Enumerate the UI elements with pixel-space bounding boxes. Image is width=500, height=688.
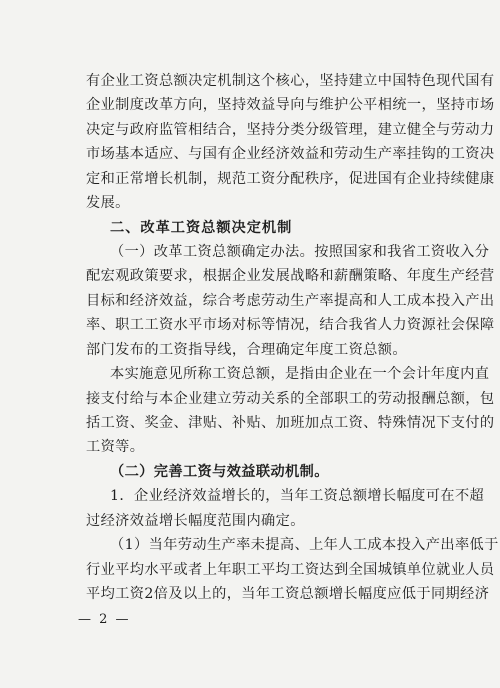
paragraph-line: 1．企业经济效益增长的，当年工资总额增长幅度可在不超 [110,488,485,504]
page-number: — 2 — [78,612,131,627]
paragraph-line: 发展。 [86,195,130,211]
subsection-heading: （二）完善工资与效益联动机制。 [110,464,329,480]
section-heading: 二、改革工资总额决定机制 [110,220,293,236]
paragraph-line: 配宏观政策要求，根据企业发展战略和薪酬策略、年度生产经营 [86,268,495,284]
paragraph-line: 接支付给与本企业建立劳动关系的全部职工的劳动报酬总额，包 [86,391,495,407]
paragraph-line: 目标和经济效益，综合考虑劳动生产率提高和人工成本投入产出 [86,293,495,309]
paragraph-line: 企业制度改革方向，坚持效益导向与维护公平相统一，坚持市场 [86,97,495,113]
paragraph-line: 过经济效益增长幅度范围内确定。 [86,513,305,529]
paragraph-line: 平均工资2倍及以上的，当年工资总额增长幅度应低于同期经济 [86,586,490,602]
paragraph-line: 括工资、奖金、津贴、补贴、加班加点工资、特殊情况下支付的 [86,415,495,431]
paragraph-line: 决定与政府监管相结合，坚持分类分级管理，建立健全与劳动力 [86,122,495,138]
paragraph-line: （1）当年劳动生产率未提高、上年人工成本投入产出率低于 [110,537,499,553]
paragraph-line: 有企业工资总额决定机制这个核心，坚持建立中国特色现代国有 [86,73,495,89]
paragraph-line: 工资等。 [86,439,145,455]
paragraph-line: 部门发布的工资指导线，合理确定年度工资总额。 [86,342,407,358]
paragraph-line: 市场基本适应、与国有企业经济效益和劳动生产率挂钩的工资决 [86,146,495,162]
subsection-line: （一）改革工资总额确定办法。按照国家和我省工资收入分 [110,244,490,260]
paragraph-line: 定和正常增长机制，规范工资分配秩序，促进国有企业持续健康 [86,171,495,187]
paragraph-line: 率、职工工资水平市场对标等情况，结合我省人力资源社会保障 [86,317,495,333]
paragraph-line: 行业平均水平或者上年职工平均工资达到全国城镇单位就业人员 [86,562,495,578]
paragraph-line: 本实施意见所称工资总额，是指由企业在一个会计年度内直 [110,366,490,382]
